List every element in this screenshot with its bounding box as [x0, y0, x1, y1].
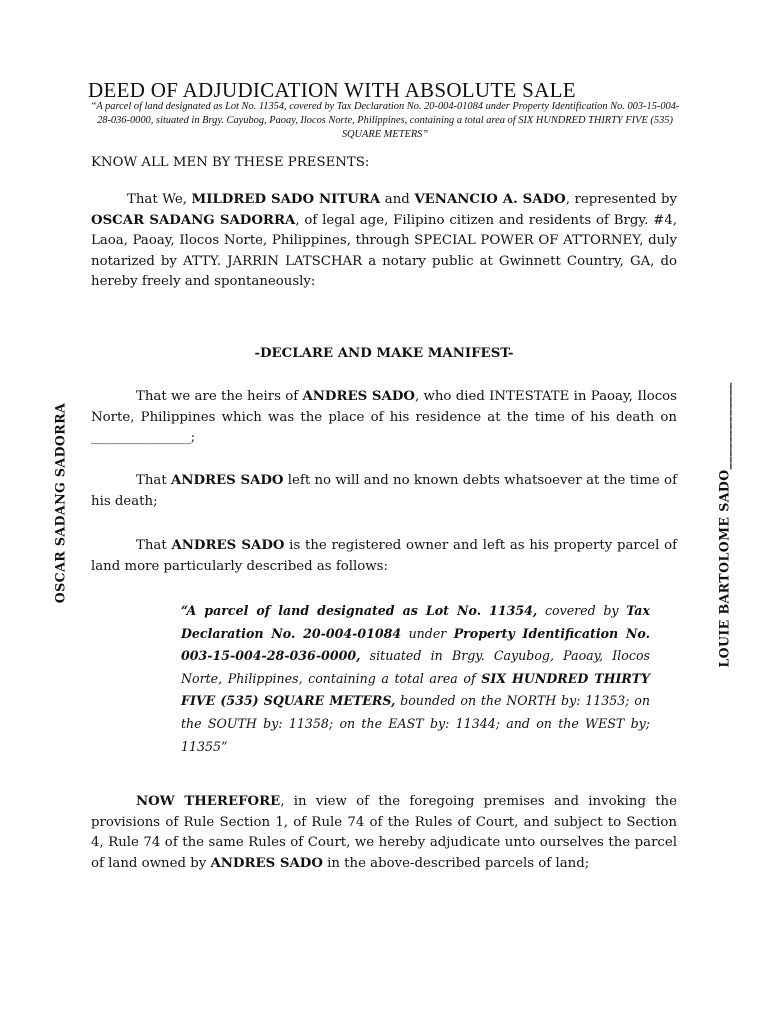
p1-text-2: and [380, 192, 415, 207]
decedent-name: ANDRES SADO [302, 389, 415, 404]
quote-bold-3: Property Identification No. 003-15-004-28-036-0000, [181, 625, 650, 664]
p2-text-2: , who died INTESTATE in Paoay, Ilocos Norte, Philippines which was the place of his residence at the time of his death on _______________; [91, 389, 677, 446]
p3-text-1: That [136, 473, 171, 488]
quote-bold-2: Tax Declaration No. 20-004-01084 [181, 603, 650, 641]
margin-signature-left-name: OSCAR SADANG SADORRA [52, 402, 68, 603]
declare-heading: -DECLARE AND MAKE MANIFEST- [254, 346, 514, 361]
p3-text-2: left no will and no known debts whatsoever at the time of his death; [91, 473, 677, 509]
paragraph-no-will [91, 471, 677, 512]
margin-signature-right-name: LOUIE BARTOLOME SADO_____________ [716, 382, 732, 668]
now-therefore-label: NOW THEREFORE [136, 794, 281, 809]
quote-bold-1: “A parcel of land designated as Lot No. 11354, [181, 603, 538, 618]
margin-signature-right [712, 365, 736, 685]
margin-signature-left [48, 390, 72, 615]
p2-text-1: That we are the heirs of [136, 389, 303, 404]
paragraph-owner [91, 536, 677, 577]
p1-text-1: That We, [127, 192, 192, 207]
paragraph-heirs [91, 387, 677, 449]
quote-text-3: situated in Brgy. Cayubog, Paoay, Ilocos Norte, Philippines, containing a total area of [181, 648, 650, 686]
p1-text-3: , represented by [565, 192, 678, 207]
document-title: DEED OF ADJUDICATION WITH ABSOLUTE SALE [88, 78, 576, 102]
representative-name: OSCAR SADANG SADORRA [91, 212, 296, 228]
p1-text-4: , of legal age, Filipino citizen and residents of Brgy. #4, Laoa, Paoay, Ilocos Norte, Philippines, through SPECIAL POWER OF ATTORNEY, duly notarized by ATTY. JARRIN LATSCHAR a notary public at Gwinnett Country, GA, do hereby freely and spontaneously: [91, 212, 678, 290]
decedent-name: ANDRES SADO [171, 538, 285, 553]
property-description-quote [181, 600, 650, 758]
p4-text-1: That [136, 538, 172, 553]
p4-text-2: is the registered owner and left as his property parcel of land more particularly described as follows: [91, 538, 677, 574]
decedent-name: ANDRES SADO [210, 855, 323, 871]
decedent-name: ANDRES SADO [171, 473, 284, 488]
p5-text-2: in the above-described parcels of land; [322, 855, 590, 871]
quote-text-1: covered by [537, 603, 627, 618]
paragraph-parties [91, 190, 677, 293]
know-all-men-heading: KNOW ALL MEN BY THESE PRESENTS: [91, 155, 370, 170]
quote-text-2: under [401, 625, 454, 641]
quote-text-4: bounded on the NORTH by: 11353; on the SOUTH by: 11358; on the EAST by: 11344; and on the WEST by; 11355” [181, 693, 650, 754]
paragraph-now-therefore [91, 792, 677, 874]
document-subtitle: “A parcel of land designated as Lot No. 11354, covered by Tax Declaration No. 20-004-01084 under Property Identification No. 003-15-004-28-036-0000, situated in Brgy. Cayubog, Paoay, Ilocos Norte, Philippines, containing a total area of SIX HUNDRED THIRTY FIVE (535) SQUARE METERS” [90, 101, 680, 140]
p5-text-1: , in view of the foregoing premises and invoking the provisions of Rule Section 1, of Rule 74 of the Rules of Court, and subject to Section 4, Rule 74 of the same Rules of Court, we hereby adjudicate unto ourselves the parcel of land owned by [91, 794, 677, 871]
party-name-mildred: MILDRED SADO NITURA [191, 192, 381, 207]
party-name-venancio: VENANCIO A. SADO [414, 192, 566, 207]
quote-bold-4: SIX HUNDRED THIRTY FIVE (535) SQUARE METERS, [181, 670, 650, 709]
